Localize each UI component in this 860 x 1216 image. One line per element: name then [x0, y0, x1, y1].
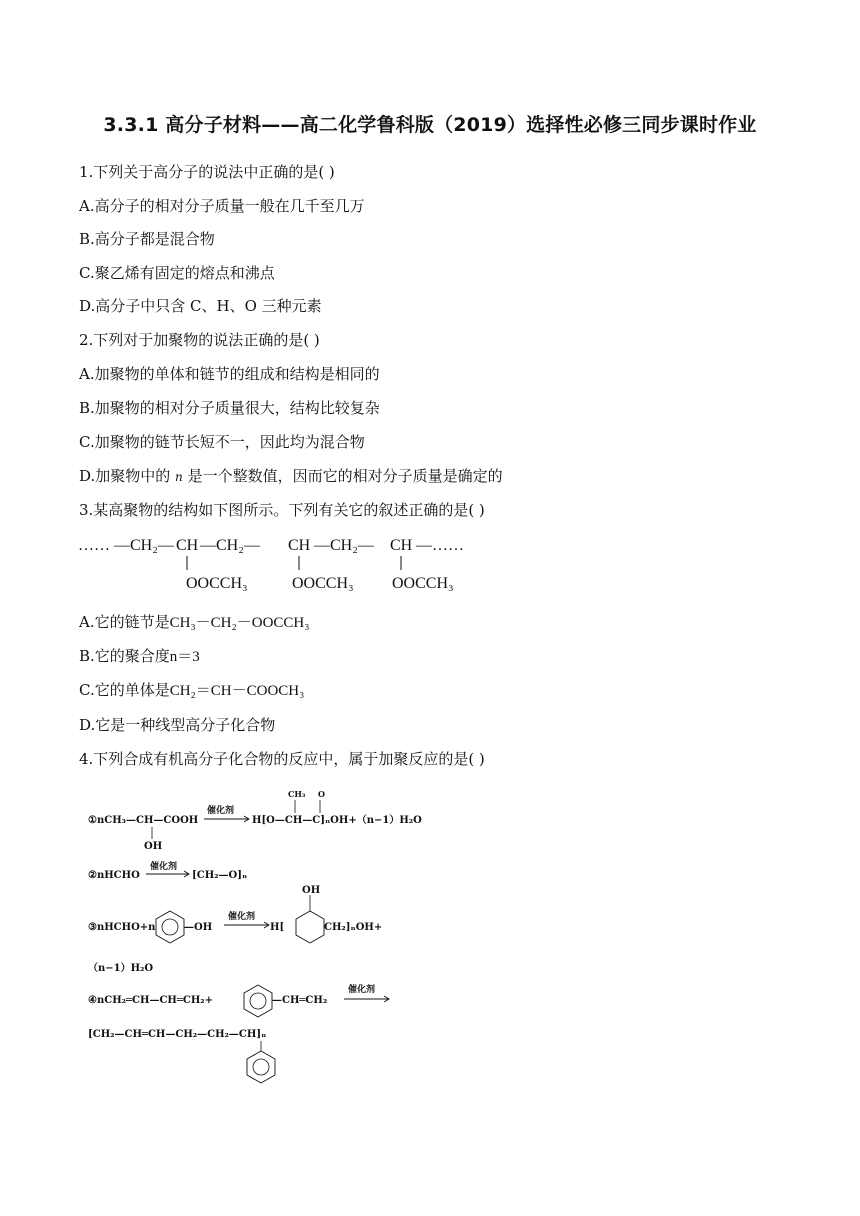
struct-sub-3: OOCCH₃	[392, 575, 454, 592]
r1-reactant-oh: OH	[144, 841, 163, 852]
r4-catalyst: 催化剂	[348, 985, 376, 995]
r2-catalyst: 催化剂	[150, 862, 178, 872]
q2-option-c: C.加聚物的链节长短不一，因此均为混合物	[79, 433, 365, 451]
r4-benzene-ring-inner	[250, 993, 266, 1009]
r1-catalyst: 催化剂	[207, 806, 235, 816]
q3-stem: 3.某高聚物的结构如下图所示。下列有关它的叙述正确的是( )	[79, 501, 485, 519]
struct-ch-1: CH	[176, 537, 199, 554]
q3-polymer-structure	[78, 532, 498, 600]
struct-sub-2: OOCCH₃	[292, 575, 354, 592]
q2-option-d-prefix: D.加聚物中的	[79, 467, 171, 485]
q1-option-d: D.高分子中只含 C、H、O 三种元素	[79, 297, 322, 315]
q3-option-c-formula: CH₂＝CH－COOCH₃	[169, 683, 305, 699]
q3-option-b	[79, 646, 200, 667]
page-title: 3.3.1 高分子材料——高二化学鲁科版（2019）选择性必修三同步课时作业	[103, 114, 757, 136]
r4-benzene-product-inner	[253, 1059, 269, 1075]
reaction-3	[88, 885, 382, 974]
q1-option-c: C.聚乙烯有固定的熔点和沸点	[79, 264, 275, 282]
struct-dots-left: ……	[78, 537, 110, 554]
q4-stem: 4.下列合成有机高分子化合物的反应中，属于加聚反应的是( )	[79, 750, 485, 768]
r1-product: H[O—CH—C]ₙOH+（n−1）H₂O	[252, 815, 422, 826]
q3-option-d: D.它是一种线型高分子化合物	[79, 716, 276, 734]
r3-product-tail: CH₂]ₙOH+	[324, 922, 383, 933]
q3-option-a-formula: CH₃－CH₂－OOCCH₃	[169, 615, 310, 631]
q1-stem: 1.下列关于高分子的说法中正确的是( )	[79, 163, 335, 181]
r1-product-o: O	[318, 789, 325, 799]
r3-water: （n−1）H₂O	[88, 963, 154, 974]
r1-product-ch3: CH₃	[288, 789, 306, 799]
q2-option-b: B.加聚物的相对分子质量很大，结构比较复杂	[79, 399, 380, 417]
r4-benzene-product	[247, 1051, 275, 1083]
q4-reaction-figure	[88, 785, 448, 1090]
r3-reactant-a: ③nHCHO+n	[88, 922, 156, 933]
r3-benzene-ring-inner	[162, 919, 178, 935]
q2-option-d-suffix: 是一个整数值，因而它的相对分子质量是确定的	[187, 467, 503, 485]
q3-option-b-prefix: B.它的聚合度	[79, 647, 170, 665]
r3-benzene-product	[296, 911, 324, 943]
struct-ch-3: CH	[390, 537, 413, 554]
struct-ch2-1: —CH₂—	[114, 537, 174, 554]
r3-catalyst: 催化剂	[228, 912, 256, 922]
r4-product: [CH₂—CH═CH—CH₂—CH₂—CH]ₙ	[88, 1029, 267, 1040]
q1-option-b: B.高分子都是混合物	[79, 230, 215, 248]
r1-reactant: ①nCH₃—CH—COOH	[88, 815, 199, 826]
r4-benzene-reactant	[244, 985, 272, 1017]
r2-reactant: ②nHCHO	[88, 870, 140, 881]
q2-option-a: A.加聚物的单体和链节的组成和结构是相同的	[79, 365, 380, 383]
q2-option-d	[79, 466, 503, 487]
reaction-4	[88, 983, 389, 1083]
q3-option-a	[79, 612, 309, 633]
reaction-2	[88, 860, 247, 881]
q1-option-a: A.高分子的相对分子质量一般在几千至几万	[79, 197, 365, 215]
struct-ch2-2: —CH₂—	[200, 537, 260, 554]
q3-option-a-prefix: A.它的链节是	[79, 613, 170, 631]
q3-option-c	[79, 680, 304, 701]
q2-stem: 2.下列对于加聚物的说法正确的是( )	[79, 331, 320, 349]
struct-ch-2: CH	[288, 537, 311, 554]
r3-reactant-b: —OH	[184, 922, 213, 933]
struct-sub-1: OOCCH₃	[186, 575, 248, 592]
r2-product: [CH₂—O]ₙ	[192, 870, 248, 881]
struct-ch2-3: —CH₂—	[314, 537, 374, 554]
reaction-1	[88, 789, 422, 852]
r3-product-h: H[	[270, 922, 285, 933]
q2-option-d-n: n	[175, 470, 183, 484]
q3-option-c-prefix: C.它的单体是	[79, 681, 170, 699]
q3-option-b-formula: n＝3	[169, 649, 200, 665]
r3-product-oh: OH	[302, 885, 321, 896]
r4-reactant-b: —CH═CH₂	[272, 995, 328, 1006]
r4-reactant-a: ④nCH₂═CH—CH═CH₂+	[88, 995, 214, 1006]
r3-benzene-reactant	[156, 911, 184, 943]
struct-dots-right: —……	[416, 537, 464, 554]
